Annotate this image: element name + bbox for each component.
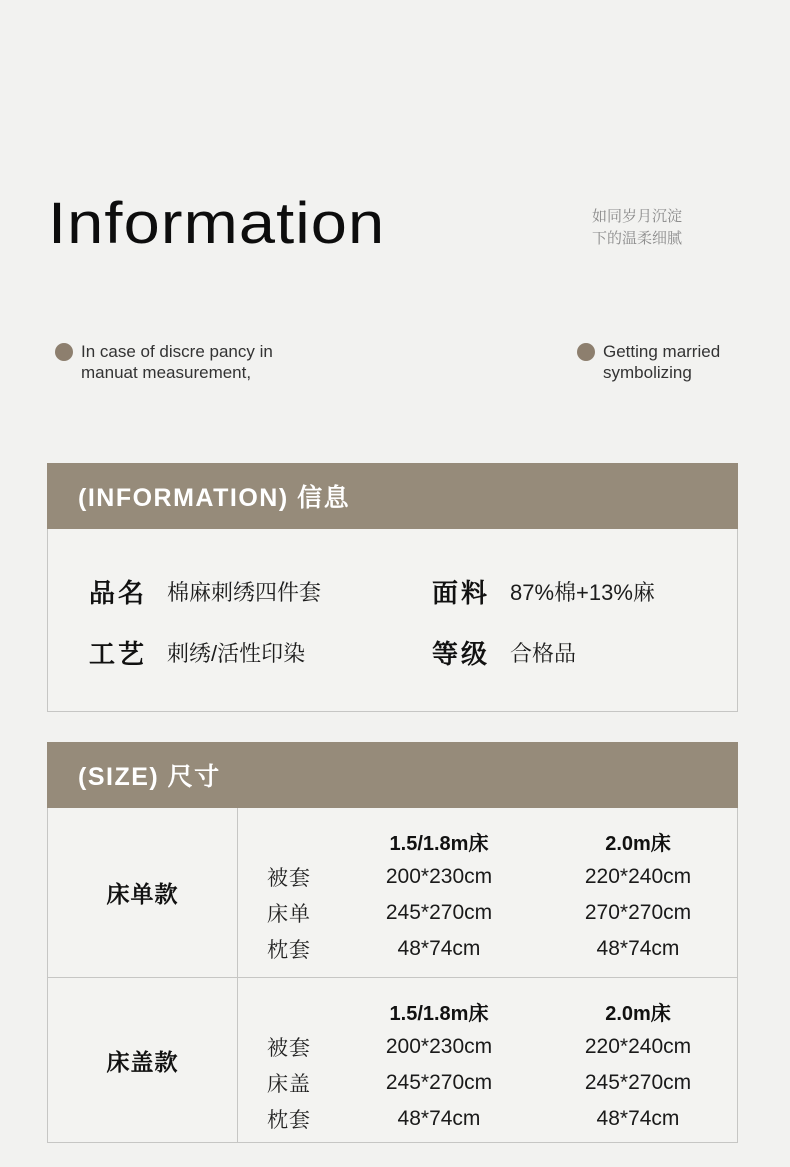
info-row-1 [48,561,737,622]
size-item-line [238,1065,737,1101]
size-value-1: 200*230cm [385,1035,493,1058]
size-header-line [238,823,737,859]
size-col-header-2: 2.0m床 [605,1002,671,1025]
size-value-1: 48*74cm [397,1107,481,1130]
note-left [55,341,273,383]
size-value-2: 245*270cm [584,1071,692,1094]
note-left-text [81,341,273,383]
size-value-1: 48*74cm [397,937,481,960]
info-cell-fabric [432,573,655,610]
note-right [577,341,720,383]
bullet-dot-icon [55,343,73,361]
attr-value: 棉麻刺绣四件套 [167,580,322,605]
info-cell-product-name [48,573,432,610]
size-item-line [238,1029,737,1065]
size-item-label: 枕套 [267,1109,311,1132]
size-item-label: 枕套 [267,939,311,962]
size-item-label: 床单 [267,903,311,926]
size-item-label: 床盖 [267,1073,311,1096]
information-panel [47,463,738,712]
size-item-label: 被套 [267,1037,311,1060]
information-panel-body [47,529,738,712]
info-cell-craft [48,634,432,671]
size-item-line [238,859,737,895]
size-item-line [238,1101,737,1137]
size-col-header-1: 1.5/1.8m床 [389,1002,489,1025]
info-cell-grade [432,634,576,671]
bullet-dot-icon [577,343,595,361]
note-right-line1: Getting married [603,342,721,361]
size-item-label: 被套 [267,867,311,890]
info-row-2 [48,622,737,683]
attr-label: 等级 [432,639,491,669]
attr-label: 工艺 [89,639,148,669]
information-panel-header: (INFORMATION) 信息 [47,463,738,529]
attr-value: 刺绣/活性印染 [167,641,306,666]
size-item-line [238,895,737,931]
size-value-1: 245*270cm [385,1071,493,1094]
size-col-header-1: 1.5/1.8m床 [389,832,489,855]
size-table [47,808,738,1143]
size-row-name: 床盖款 [48,978,238,1142]
size-panel-header: (SIZE) 尺寸 [47,742,738,808]
hero-subtitle-line1: 如同岁月沉淀 [592,208,683,225]
size-row-grid [238,978,737,1142]
hero-subtitle [592,206,682,250]
note-right-text [603,341,720,383]
size-value-2: 48*74cm [596,937,680,960]
size-col-header-2: 2.0m床 [605,832,671,855]
size-value-2: 48*74cm [596,1107,680,1130]
size-row-grid [238,808,737,977]
size-value-2: 220*240cm [584,865,692,888]
attr-value: 合格品 [510,641,577,666]
size-row-name: 床单款 [48,808,238,977]
attr-value: 87%棉+13%麻 [510,580,655,605]
size-header-line [238,993,737,1029]
size-value-1: 200*230cm [385,865,493,888]
size-value-2: 220*240cm [584,1035,692,1058]
note-left-line2: manuat measurement, [81,363,252,382]
size-value-1: 245*270cm [385,901,493,924]
size-panel [47,742,738,1143]
size-item-line [238,931,737,967]
size-row-cover-style [48,977,737,1142]
attr-label: 面料 [432,578,491,608]
attr-label: 品名 [89,578,148,608]
hero-subtitle-line2: 下的温柔细腻 [592,230,683,247]
note-right-line2: symbolizing [603,363,692,382]
size-value-2: 270*270cm [584,901,692,924]
size-row-sheet-style [48,808,737,977]
page-title: Information [48,191,386,256]
note-left-line1: In case of discre pancy in [81,342,273,361]
